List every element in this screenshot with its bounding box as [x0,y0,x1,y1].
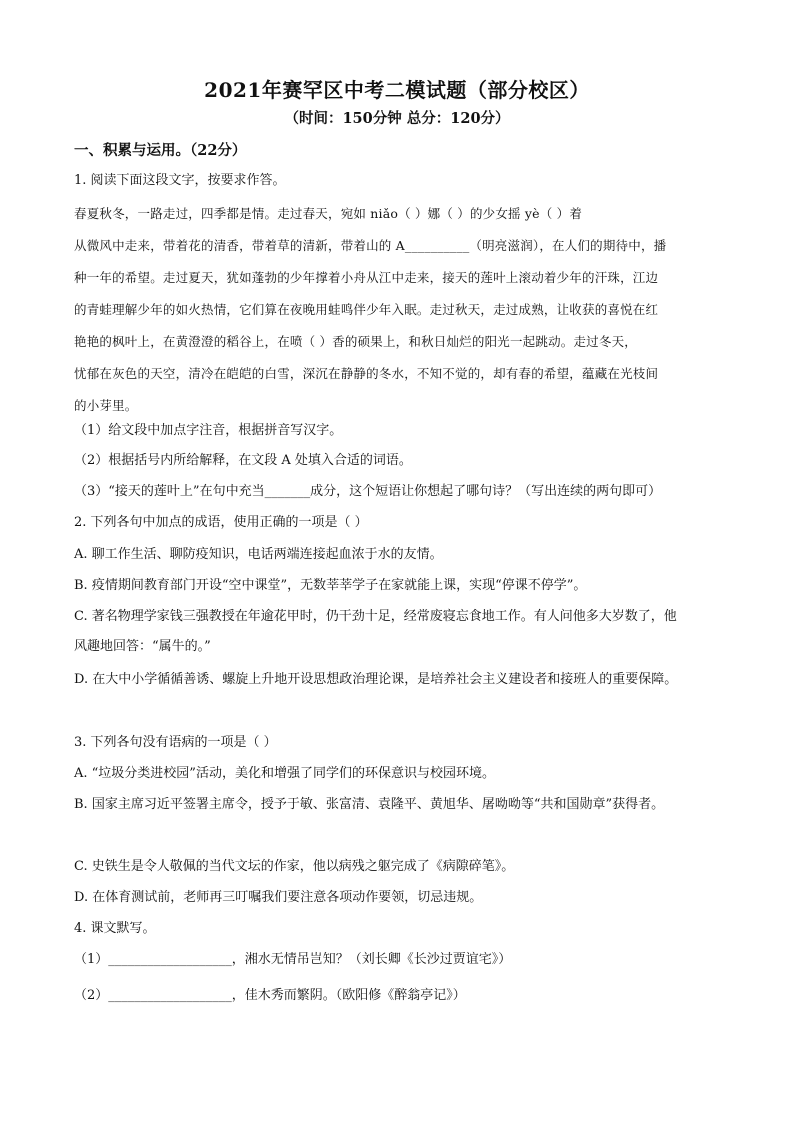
passage-line: 种一年的希望。走过夏天，犹如蓬勃的少年撑着小舟从江中走来，接天的莲叶上滚动着少年的汗珠，江边 [74,270,659,285]
passage-line: 春夏秋冬，一路走过，四季都是情。走过春天，宛如 niǎo（ ）娜（ ）的少女摇 yè（ ）着 [74,206,583,221]
section-heading: 一、积累与运用。（22分） [74,142,247,159]
question-2-option: C. 著名物理学家钱三强教授在年逾花甲时，仍干劲十足，经常废寝忘食地工作。有人问他多大岁数了，他 [74,609,677,624]
question-2-option: D. 在大中小学循循善诱、螺旋上升地开设思想政治理论课，是培养社会主义建设者和接班人的重要保障。 [74,672,678,687]
question-1-sub: （2）根据括号内所给解释，在文段 A 处填入合适的词语。 [74,453,412,468]
question-3-option: A. “垃圾分类进校园”活动，美化和增强了同学们的环保意识与校园环境。 [74,766,495,781]
passage-line: 从微风中走来，带着花的清香，带着草的清新，带着山的 A__________（明亮滋润），在人们的期待中，播 [74,238,667,253]
passage-line: 忧郁在灰色的天空，清冷在皑皑的白雪，深沉在静静的冬水，不知不觉的，却有春的希望，蕴藏在光枝间 [74,366,659,381]
question-1-stem: 1. 阅读下面这段文字，按要求作答。 [74,173,286,188]
question-2-option: A. 聊工作生活、聊防疫知识，电话两端连接起血浓于水的友情。 [74,547,443,562]
question-3-option: C. 史铁生是令人敬佩的当代文坛的作家，他以病残之躯完成了《病隙碎笔》。 [74,859,515,874]
question-2-option: 风趣地回答：“属牛的。” [74,639,211,654]
passage-line: 的青蛙理解少年的如火热情，它们算在夜晚用蛙鸣伴少年入眠。走过秋天，走过成熟，让收获的喜悦在红 [74,302,659,317]
question-3-option: B. 国家主席习近平签署主席令，授予于敏、张富清、袁隆平、黄旭华、屠呦呦等“共和国勋章”获得者。 [74,797,665,812]
page-title: 2021年赛罕区中考二模试题（部分校区） [204,78,590,102]
question-4-stem: 4. 课文默写。 [74,921,156,936]
question-4-item: （1）___________________，湘水无情吊岂知？（刘长卿《长沙过贾谊宅》） [74,952,512,967]
passage-line: 的小芽里。 [74,398,138,413]
question-3-option: D. 在体育测试前，老师再三叮嘱我们要注意各项动作要领，切忌违规。 [74,890,483,905]
question-4-item: （2）___________________，佳木秀而繁阴。（欧阳修《醉翁亭记》） [74,988,466,1003]
question-1-sub: （3）“接天的莲叶上”在句中充当_______成分，这个短语让你想起了哪句诗？（写出连续的两句即可） [74,484,662,499]
passage-line: 艳艳的枫叶上，在黄澄澄的稻谷上，在喷（ ）香的硕果上，和秋日灿烂的阳光一起跳动。走过冬天， [74,334,637,349]
question-2-stem: 2. 下列各句中加点的成语，使用正确的一项是（ ） [74,515,368,530]
question-2-option: B. 疫情期间教育部门开设“空中课堂”，无数莘莘学子在家就能上课，实现“停课不停学”。 [74,578,587,593]
question-1-sub: （1）给文段中加点字注音，根据拼音写汉字。 [74,423,343,438]
exam-info: （时间：150分钟 总分：120分） [284,110,510,127]
question-3-stem: 3. 下列各句没有语病的一项是（ ） [74,735,277,750]
